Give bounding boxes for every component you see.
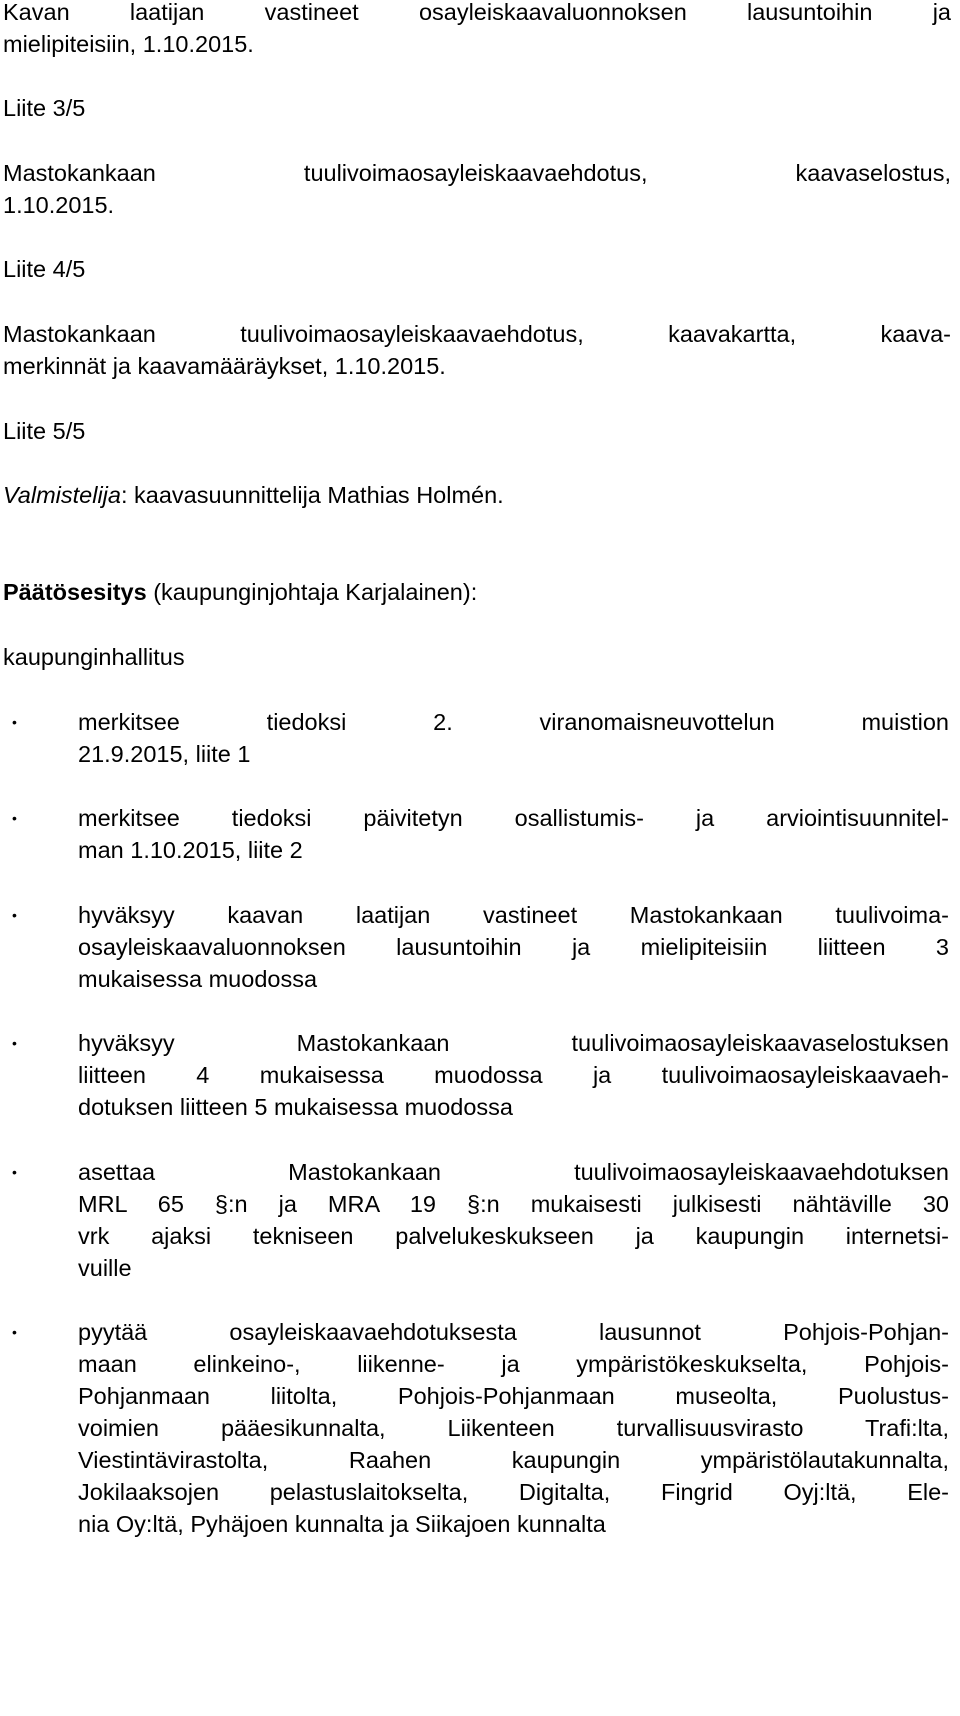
bullet-3-line-1: hyväksyy kaavan laatijan vastineet Mastokankaan tuulivoima- (78, 902, 949, 928)
proposal-body: kaupunginhallitus (3, 644, 185, 670)
intro-line-2: mielipiteisiin, 1.10.2015. (3, 31, 254, 57)
bullet-5-line-2: MRL 65 §:n ja MRA 19 §:n mukaisesti julkisesti nähtäville 30 (78, 1191, 949, 1217)
proposal-heading: Päätösesitys (3, 579, 147, 605)
bullet-2-line-1: merkitsee tiedoksi päivitetyn osallistumis- ja arviointisuunnitel- (78, 805, 949, 831)
bullet-6-line-4: voimien pääesikunnalta, Liikenteen turvallisuusvirasto Trafi:lta, (78, 1415, 949, 1441)
bullet-6-line-6: Jokilaaksojen pelastuslaitokselta, Digitalta, Fingrid Oyj:ltä, Ele- (78, 1479, 949, 1505)
bullet-marker: • (12, 1035, 17, 1051)
preparer-line (3, 479, 951, 511)
bullet-3-line-3: mukaisessa muodossa (78, 966, 318, 992)
bullet-3-line-2: osayleiskaavaluonnoksen lausuntoihin ja mielipiteisiin liitteen 3 (78, 934, 949, 960)
bullet-marker: • (12, 907, 17, 923)
attachment-desc-4-line-2: merkinnät ja kaavamääräykset, 1.10.2015. (3, 353, 446, 379)
bullet-4-line-3: dotuksen liitteen 5 mukaisessa muodossa (78, 1094, 513, 1120)
bullet-5-line-3: vrk ajaksi tekniseen palvelukeskukseen ja kaupungin internetsi- (78, 1223, 949, 1249)
bullet-6-line-1: pyytää osayleiskaavaehdotuksesta lausunnot Pohjois-Pohjan- (78, 1319, 949, 1345)
preparer-value: : kaavasuunnittelija Mathias Holmén. (120, 482, 504, 508)
attachment-label-5: Liite 5/5 (3, 418, 86, 444)
attachment-label-3: Liite 3/5 (3, 95, 86, 121)
bullet-5-line-1: asettaa Mastokankaan tuulivoimaosayleiskaavaehdotuksen (78, 1159, 949, 1185)
proposal-heading-rest: (kaupunginjohtaja Karjalainen): (146, 579, 478, 605)
bullet-6-line-7: nia Oy:ltä, Pyhäjoen kunnalta ja Siikajoen kunnalta (78, 1511, 606, 1537)
attachment-label-4: Liite 4/5 (3, 256, 86, 282)
attachment-desc-3-line-2: 1.10.2015. (3, 192, 115, 218)
bullet-2-line-2: man 1.10.2015, liite 2 (78, 837, 303, 863)
bullet-4-line-1: hyväksyy Mastokankaan tuulivoimaosayleiskaavaselostuksen (78, 1030, 949, 1056)
attachment-desc-4-line-1: Mastokankaan tuulivoimaosayleiskaavaehdotus, kaavakartta, kaava- (3, 321, 951, 347)
attachment-desc-3-line-1: Mastokankaan tuulivoimaosayleiskaavaehdotus, kaavaselostus, (3, 160, 951, 186)
bullet-marker: • (12, 714, 17, 730)
proposal-heading-line (3, 576, 951, 608)
bullet-1-line-1: merkitsee tiedoksi 2. viranomaisneuvottelun muistion (78, 709, 949, 735)
bullet-1-line-2: 21.9.2015, liite 1 (78, 741, 251, 767)
bullet-marker: • (12, 1324, 17, 1340)
bullet-6-line-3: Pohjanmaan liitolta, Pohjois-Pohjanmaan museolta, Puolustus- (78, 1383, 949, 1409)
bullet-4-line-2: liitteen 4 mukaisessa muodossa ja tuulivoimaosayleiskaavaeh- (78, 1062, 949, 1088)
bullet-6-line-2: maan elinkeino-, liikenne- ja ympäristökeskukselta, Pohjois- (78, 1351, 949, 1377)
preparer-label: Valmistelija (3, 482, 121, 508)
intro-line-1: Kavan laatijan vastineet osayleiskaavaluonnoksen lausuntoihin ja (3, 0, 951, 25)
bullet-6-line-5: Viestintävirastolta, Raahen kaupungin ympäristölautakunnalta, (78, 1447, 949, 1473)
bullet-marker: • (12, 1164, 17, 1180)
bullet-5-line-4: vuille (78, 1255, 132, 1281)
bullet-marker: • (12, 810, 17, 826)
